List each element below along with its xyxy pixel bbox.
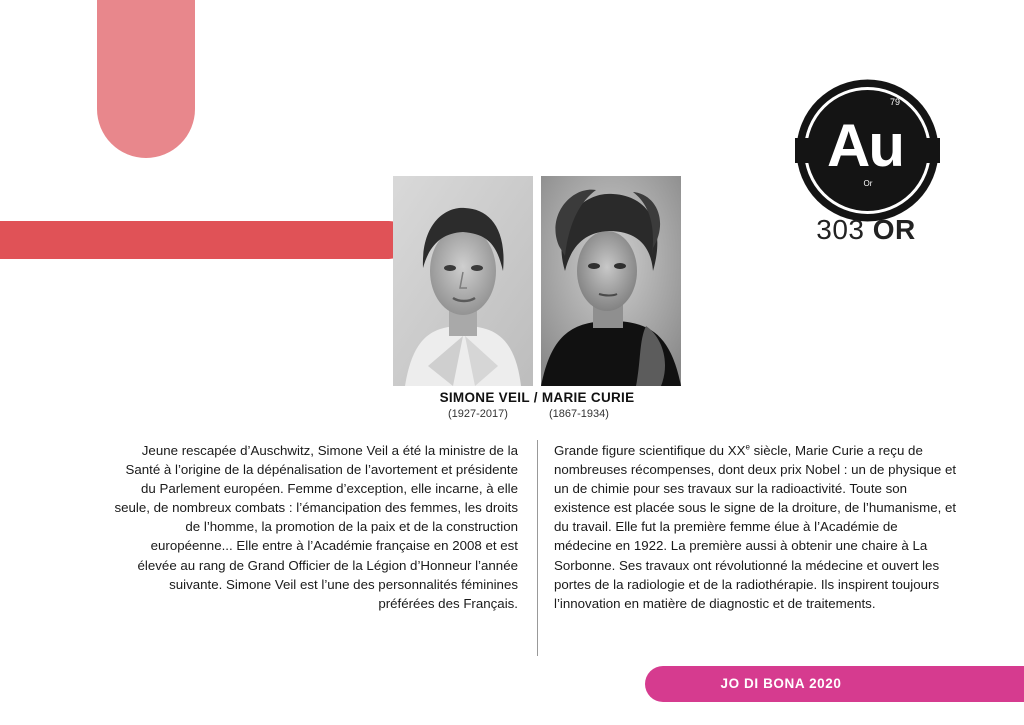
column-divider xyxy=(537,440,538,656)
dates-marie-curie: (1867-1934) xyxy=(549,408,609,420)
atomic-number: 79 xyxy=(889,97,901,107)
element-badge xyxy=(795,78,940,223)
name-separator: / xyxy=(533,390,538,405)
portrait-marie-curie xyxy=(541,176,681,386)
element-name-small: Or xyxy=(863,179,873,188)
footer-label: JO DI BONA 2020 xyxy=(720,676,842,691)
name-simone-veil: SIMONE VEIL xyxy=(439,390,530,405)
name-marie-curie: MARIE CURIE xyxy=(541,390,635,405)
element-name: OR xyxy=(872,214,916,245)
paragraph-simone-veil: Jeune rescapée d’Auschwitz, Simone Veil a été la ministre de la Santé à l’origine de la dépénalisation de l’avortement et présidente du Parlement européen. Femme d’exception, elle incarne, à elle seule, de nombreux combats : l’émancipation des femmes, les droits de l’homme, la promotion de la paix et de la construction européenne... Elle entre à l’Académie française en 2008 et est élevée au rang de Grand Officier de la Légion d’Honneur l’année suivante. Simone Veil est l’une des personnalités féminines préférées des Français. xyxy=(114,443,518,611)
paragraph-marie-curie-start: Grande figure scientifique du XX xyxy=(554,443,746,458)
decorative-red-bar xyxy=(0,221,408,259)
portrait-caption-names xyxy=(393,390,681,405)
decorative-pink-pill xyxy=(97,0,195,158)
element-symbol: Au xyxy=(827,112,903,179)
paragraph-marie-curie-rest: siècle, Marie Curie a reçu de nombreuses récompenses, dont deux prix Nobel : un de physique et un de chimie pour ses travaux sur la radioactivité. Toute son existence est placée sous le signe de la droiture, de l’humanisme, et du travail. Elle fut la première femme élue à l’Académie de médecine en 1922. La première aussi à obtenir une chaire à La Sorbonne. Ses travaux ont révolutionné la médecine et ouvert les portes de la radiologie et de la radiothérapie. Ils inspirent toujours l’innovation en matière de diagnostic et de traitements. xyxy=(554,443,957,611)
century-superscript: e xyxy=(745,442,750,452)
portrait-simone-veil xyxy=(393,176,533,386)
dates-simone-veil: (1927-2017) xyxy=(448,408,508,420)
element-number: 303 xyxy=(816,214,865,245)
paragraph-marie-curie xyxy=(554,441,959,613)
element-title xyxy=(796,214,936,246)
